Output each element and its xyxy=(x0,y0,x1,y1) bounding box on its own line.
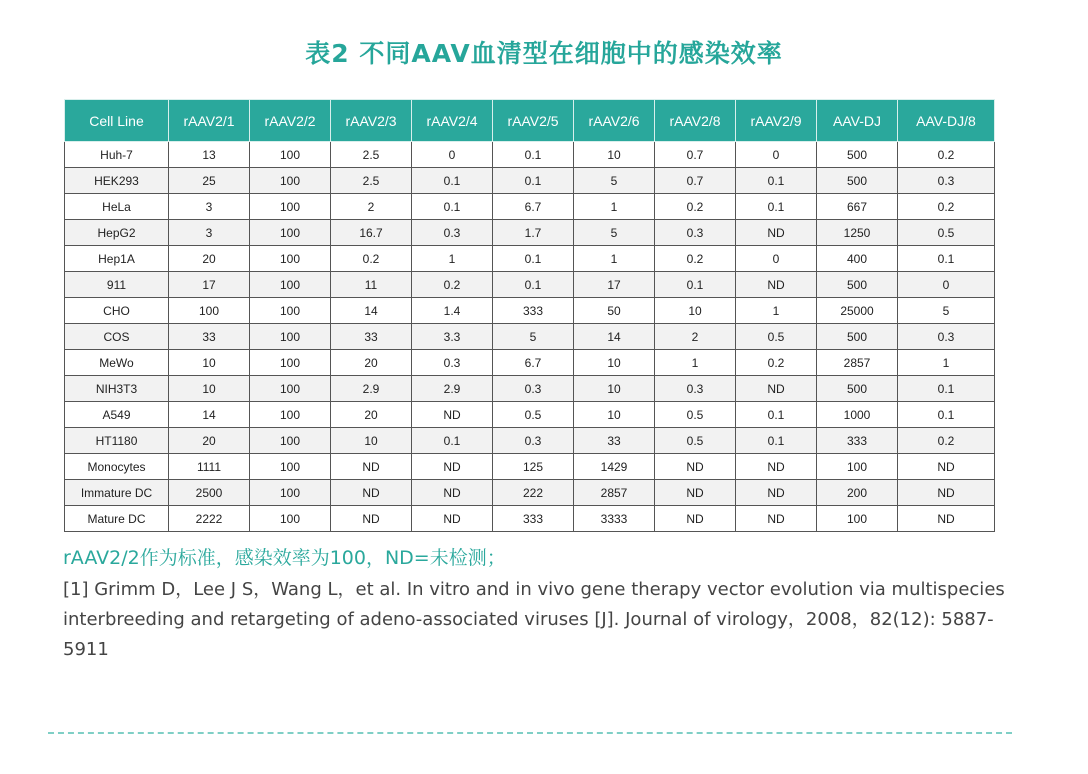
table-cell: 3 xyxy=(169,194,250,220)
table-row xyxy=(65,272,995,298)
table-cell: ND xyxy=(898,454,995,480)
table-cell: 0.3 xyxy=(898,324,995,350)
table-cell: 333 xyxy=(817,428,898,454)
table-cell: 0.2 xyxy=(655,194,736,220)
table-cell: 10 xyxy=(169,350,250,376)
table-cell: 0.3 xyxy=(655,220,736,246)
cell-line-name: HEK293 xyxy=(65,168,169,194)
table-cell: 10 xyxy=(574,142,655,168)
cell-line-name: Mature DC xyxy=(65,506,169,532)
table-cell: 0.1 xyxy=(736,402,817,428)
table-cell: 13 xyxy=(169,142,250,168)
table-cell: 0.1 xyxy=(493,168,574,194)
table-cell: 0.5 xyxy=(655,428,736,454)
column-header: Cell Line xyxy=(65,100,169,142)
table-cell: 0.1 xyxy=(412,428,493,454)
table-cell: 0 xyxy=(736,142,817,168)
table-cell: 100 xyxy=(250,220,331,246)
table-cell: 3 xyxy=(169,220,250,246)
column-header: rAAV2/5 xyxy=(493,100,574,142)
table-cell: 1111 xyxy=(169,454,250,480)
table-cell: 222 xyxy=(493,480,574,506)
dashed-divider xyxy=(48,732,1012,734)
table-cell: 100 xyxy=(250,350,331,376)
table-cell: 500 xyxy=(817,376,898,402)
table-cell: 0.1 xyxy=(412,168,493,194)
table-cell: 0.1 xyxy=(898,376,995,402)
table-cell: 20 xyxy=(169,428,250,454)
cell-line-name: A549 xyxy=(65,402,169,428)
table-cell: 1429 xyxy=(574,454,655,480)
column-header: rAAV2/6 xyxy=(574,100,655,142)
table-cell: 100 xyxy=(250,428,331,454)
table-row xyxy=(65,402,995,428)
table-cell: 2.9 xyxy=(331,376,412,402)
table-cell: 667 xyxy=(817,194,898,220)
cell-line-name: 911 xyxy=(65,272,169,298)
table-cell: 10 xyxy=(169,376,250,402)
table-cell: 33 xyxy=(574,428,655,454)
column-header: rAAV2/9 xyxy=(736,100,817,142)
table-body xyxy=(65,142,995,532)
table-cell: 500 xyxy=(817,168,898,194)
table-cell: ND xyxy=(655,454,736,480)
table-cell: 1 xyxy=(655,350,736,376)
table-cell: 0.1 xyxy=(493,246,574,272)
table-cell: 100 xyxy=(169,298,250,324)
table-cell: 0.1 xyxy=(493,272,574,298)
table-cell: 6.7 xyxy=(493,350,574,376)
table-row xyxy=(65,168,995,194)
table-cell: 6.7 xyxy=(493,194,574,220)
table-cell: 125 xyxy=(493,454,574,480)
table-cell: 33 xyxy=(169,324,250,350)
table-cell: ND xyxy=(736,454,817,480)
table-cell: 0.1 xyxy=(898,246,995,272)
table-cell: 100 xyxy=(250,142,331,168)
table-note: rAAV2/2作为标准，感染效率为100，ND=未检测； xyxy=(63,547,506,569)
table-cell: 333 xyxy=(493,298,574,324)
table-row xyxy=(65,246,995,272)
cell-line-name: Hep1A xyxy=(65,246,169,272)
table-cell: 0.3 xyxy=(412,350,493,376)
table-cell: 10 xyxy=(655,298,736,324)
table-cell: 0.1 xyxy=(898,402,995,428)
table-cell: 1 xyxy=(736,298,817,324)
table-cell: 100 xyxy=(250,168,331,194)
table-cell: 0.7 xyxy=(655,142,736,168)
efficiency-table xyxy=(64,99,995,532)
table-cell: 0.5 xyxy=(655,402,736,428)
table-cell: 5 xyxy=(493,324,574,350)
table-cell: ND xyxy=(655,506,736,532)
table-cell: 0.3 xyxy=(412,220,493,246)
cell-line-name: HT1180 xyxy=(65,428,169,454)
table-row xyxy=(65,480,995,506)
table-cell: 0.2 xyxy=(898,428,995,454)
table-cell: ND xyxy=(412,480,493,506)
cell-line-name: HepG2 xyxy=(65,220,169,246)
table-cell: 5 xyxy=(574,220,655,246)
table-row xyxy=(65,350,995,376)
table-cell: ND xyxy=(736,220,817,246)
table-cell: ND xyxy=(898,506,995,532)
table-cell: 2857 xyxy=(574,480,655,506)
table-cell: 0.1 xyxy=(493,142,574,168)
table-cell: 16.7 xyxy=(331,220,412,246)
table-cell: 100 xyxy=(250,506,331,532)
table-cell: 0.3 xyxy=(898,168,995,194)
cell-line-name: Huh-7 xyxy=(65,142,169,168)
table-cell: 1 xyxy=(574,194,655,220)
cell-line-name: NIH3T3 xyxy=(65,376,169,402)
cell-line-name: Immature DC xyxy=(65,480,169,506)
cell-line-name: HeLa xyxy=(65,194,169,220)
table-cell: 0.2 xyxy=(331,246,412,272)
table-cell: 0.1 xyxy=(655,272,736,298)
table-cell: 2.9 xyxy=(412,376,493,402)
table-cell: 0.1 xyxy=(412,194,493,220)
table-cell: 2.5 xyxy=(331,168,412,194)
table-cell: 0 xyxy=(412,142,493,168)
table-cell: 100 xyxy=(250,298,331,324)
table-cell: ND xyxy=(736,376,817,402)
table-cell: 10 xyxy=(574,350,655,376)
table-cell: 33 xyxy=(331,324,412,350)
table-cell: ND xyxy=(736,480,817,506)
table-cell: 333 xyxy=(493,506,574,532)
table-row xyxy=(65,324,995,350)
table-cell: 2 xyxy=(655,324,736,350)
table-cell: 1 xyxy=(574,246,655,272)
table-cell: 0.5 xyxy=(493,402,574,428)
table-cell: ND xyxy=(412,402,493,428)
table-cell: 10 xyxy=(331,428,412,454)
table-cell: 1 xyxy=(898,350,995,376)
table-cell: 2857 xyxy=(817,350,898,376)
table-cell: 0.5 xyxy=(736,324,817,350)
table-cell: 100 xyxy=(250,272,331,298)
column-header: AAV-DJ xyxy=(817,100,898,142)
table-cell: 17 xyxy=(169,272,250,298)
column-header: rAAV2/8 xyxy=(655,100,736,142)
table-cell: 500 xyxy=(817,142,898,168)
column-header: rAAV2/3 xyxy=(331,100,412,142)
column-header: rAAV2/1 xyxy=(169,100,250,142)
table-cell: 20 xyxy=(169,246,250,272)
table-cell: 100 xyxy=(250,402,331,428)
table-cell: 1 xyxy=(412,246,493,272)
table-cell: ND xyxy=(331,506,412,532)
table-cell: 2222 xyxy=(169,506,250,532)
table-cell: 100 xyxy=(250,324,331,350)
table-cell: 2.5 xyxy=(331,142,412,168)
table-cell: 200 xyxy=(817,480,898,506)
table-cell: 0.7 xyxy=(655,168,736,194)
table-cell: 25000 xyxy=(817,298,898,324)
table-cell: ND xyxy=(412,506,493,532)
table-row xyxy=(65,298,995,324)
table-cell: 100 xyxy=(250,246,331,272)
page-title: 表2 不同AAV血清型在细胞中的感染效率 xyxy=(305,39,783,68)
cell-line-name: COS xyxy=(65,324,169,350)
table-cell: 5 xyxy=(898,298,995,324)
table-cell: 0.1 xyxy=(736,428,817,454)
table-cell: 0.1 xyxy=(736,194,817,220)
table-cell: 17 xyxy=(574,272,655,298)
table-cell: 3.3 xyxy=(412,324,493,350)
table-cell: ND xyxy=(898,480,995,506)
table-cell: 0.3 xyxy=(493,428,574,454)
table-cell: 0.2 xyxy=(898,142,995,168)
table-cell: 0.2 xyxy=(412,272,493,298)
table-cell: 5 xyxy=(574,168,655,194)
table-cell: ND xyxy=(331,454,412,480)
table-cell: 0.3 xyxy=(655,376,736,402)
table-row xyxy=(65,454,995,480)
table-cell: 20 xyxy=(331,350,412,376)
table-cell: 0 xyxy=(736,246,817,272)
cell-line-name: Monocytes xyxy=(65,454,169,480)
table-cell: 3333 xyxy=(574,506,655,532)
table-cell: 50 xyxy=(574,298,655,324)
table-row xyxy=(65,220,995,246)
header-row xyxy=(65,100,995,142)
table-header xyxy=(65,100,995,142)
table-cell: 0.2 xyxy=(736,350,817,376)
table-cell: ND xyxy=(331,480,412,506)
cell-line-name: CHO xyxy=(65,298,169,324)
table-cell: 100 xyxy=(817,454,898,480)
table-cell: 0.5 xyxy=(898,220,995,246)
table-cell: 20 xyxy=(331,402,412,428)
table-cell: 100 xyxy=(250,194,331,220)
column-header: rAAV2/2 xyxy=(250,100,331,142)
table-cell: 500 xyxy=(817,272,898,298)
table-cell: 14 xyxy=(169,402,250,428)
column-header: AAV-DJ/8 xyxy=(898,100,995,142)
table-cell: 100 xyxy=(250,454,331,480)
table-cell: ND xyxy=(412,454,493,480)
table-cell: 100 xyxy=(250,480,331,506)
table-cell: 14 xyxy=(331,298,412,324)
table-row xyxy=(65,142,995,168)
table-row xyxy=(65,506,995,532)
table-cell: 100 xyxy=(250,376,331,402)
table-cell: ND xyxy=(736,272,817,298)
table-cell: ND xyxy=(736,506,817,532)
table-cell: 11 xyxy=(331,272,412,298)
table-cell: 0 xyxy=(898,272,995,298)
table-cell: 10 xyxy=(574,376,655,402)
table-cell: 10 xyxy=(574,402,655,428)
table-cell: 2 xyxy=(331,194,412,220)
table-cell: 1.7 xyxy=(493,220,574,246)
table-cell: 0.3 xyxy=(493,376,574,402)
cell-line-name: MeWo xyxy=(65,350,169,376)
table-cell: 100 xyxy=(817,506,898,532)
table-cell: 0.2 xyxy=(898,194,995,220)
table-cell: 500 xyxy=(817,324,898,350)
table-cell: 1250 xyxy=(817,220,898,246)
table-row xyxy=(65,428,995,454)
table-cell: 2500 xyxy=(169,480,250,506)
table-cell: 0.1 xyxy=(736,168,817,194)
table-cell: 14 xyxy=(574,324,655,350)
table-cell: 1000 xyxy=(817,402,898,428)
table-row xyxy=(65,194,995,220)
table-cell: 400 xyxy=(817,246,898,272)
table-cell: 0.2 xyxy=(655,246,736,272)
reference-citation: [1] Grimm D，Lee J S，Wang L，et al. In vitro and in vivo gene therapy vector evolution via multispecies interbreeding and retargeting of adeno-associated viruses [J]. Journal of virology，2008，82(12): 5887-5911 xyxy=(63,579,1005,660)
column-header: rAAV2/4 xyxy=(412,100,493,142)
table-row xyxy=(65,376,995,402)
table-cell: 25 xyxy=(169,168,250,194)
table-cell: 1.4 xyxy=(412,298,493,324)
table-cell: ND xyxy=(655,480,736,506)
